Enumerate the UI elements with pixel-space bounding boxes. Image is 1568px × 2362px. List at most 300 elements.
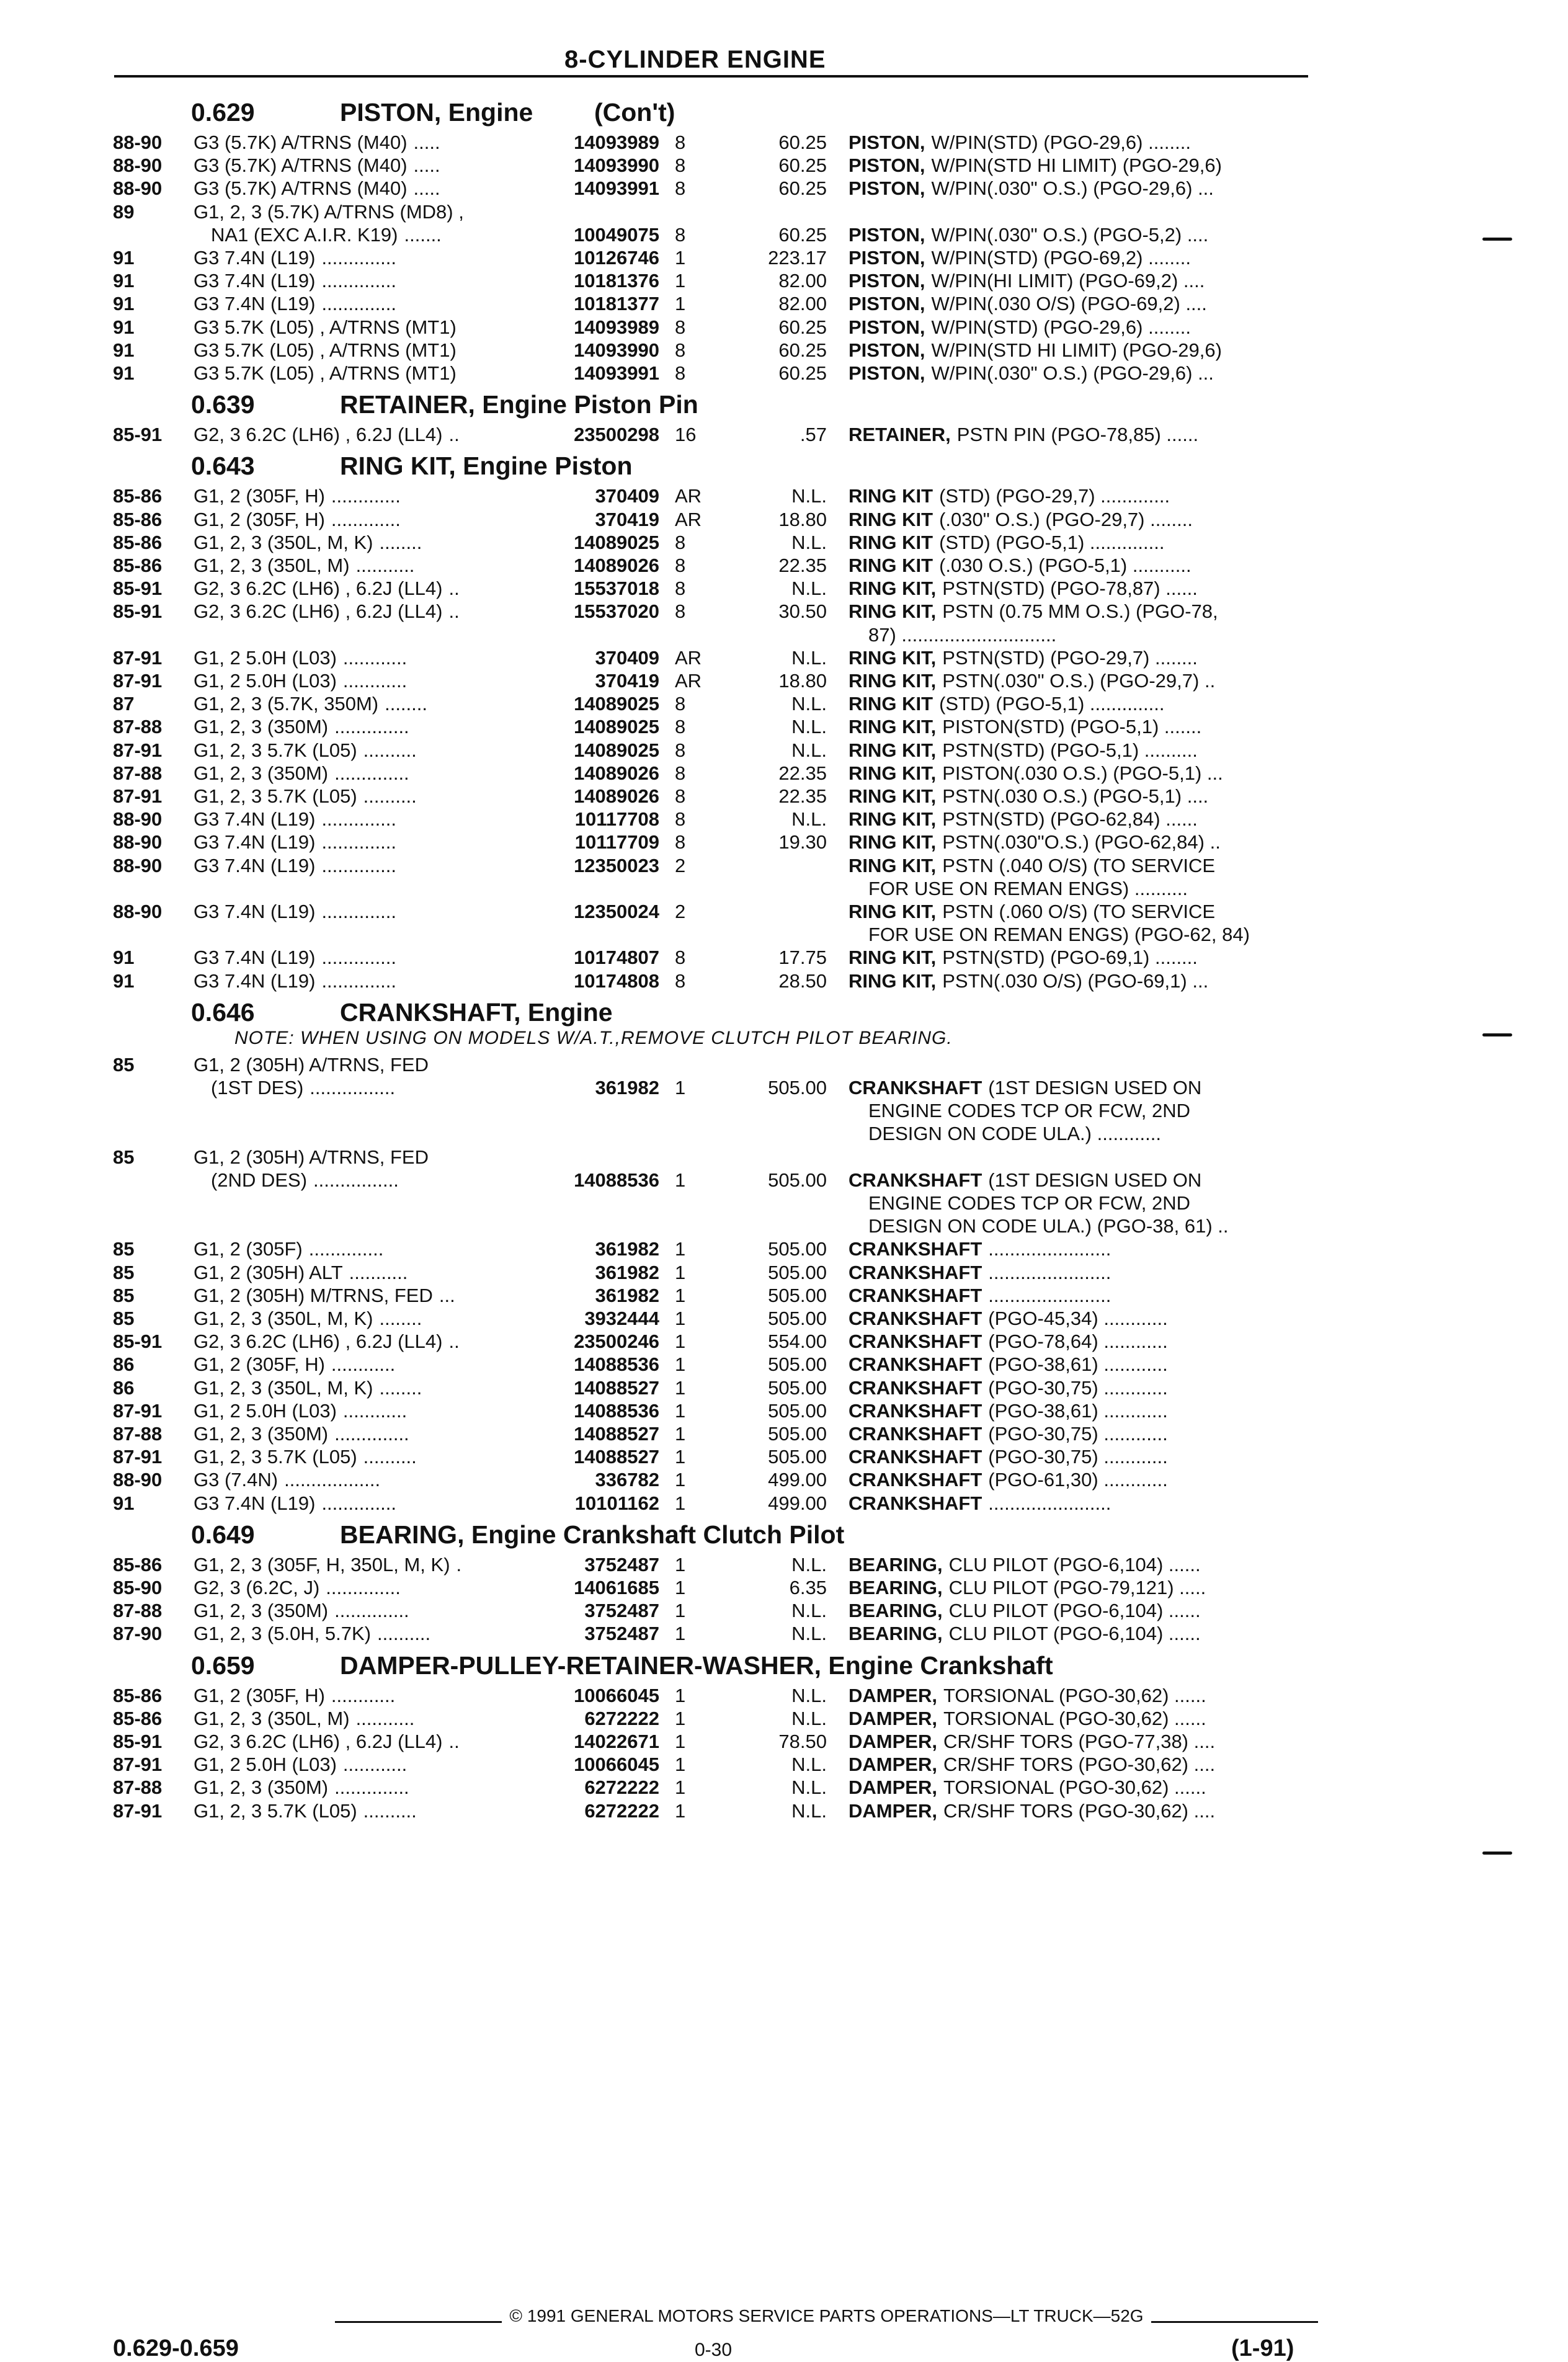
description-name: RING KIT, — [849, 670, 937, 692]
application-text: G1, 2, 3 (350L, M) — [194, 555, 350, 576]
table-row — [0, 785, 1568, 808]
description-name: RING KIT, — [849, 947, 937, 969]
application-text: G3 7.4N (L19) — [194, 947, 316, 969]
table-row — [0, 1285, 1568, 1307]
leader-dots: .............. — [326, 1577, 401, 1598]
description-detail: (STD) (PGO-29,7) ............. — [939, 485, 1170, 507]
description-detail: PISTON(.030 O.S.) (PGO-5,1) ... — [942, 762, 1223, 784]
description-detail: ENGINE CODES TCP OR FCW, 2ND — [868, 1192, 1191, 1214]
price: 505.00 — [768, 1446, 827, 1468]
price: N.L. — [791, 1684, 827, 1706]
description — [849, 647, 1198, 669]
section-title: CRANKSHAFT, Engine — [340, 997, 613, 1027]
quantity: 16 — [675, 424, 697, 446]
table-row — [0, 201, 1568, 223]
application-text: G3 7.4N (L19) — [194, 831, 316, 853]
quantity: 1 — [675, 1423, 686, 1445]
description-name: CRANKSHAFT — [849, 1330, 982, 1353]
description-detail: PSTN(.030" O.S.) (PGO-29,7) .. — [942, 670, 1216, 692]
price: 60.25 — [778, 339, 827, 361]
table-row — [0, 1800, 1568, 1822]
quantity: 8 — [675, 693, 686, 715]
part-number: 14088536 — [574, 1169, 659, 1191]
price: 60.25 — [778, 131, 827, 153]
quantity: 8 — [675, 555, 686, 576]
description-name: RING KIT — [849, 693, 933, 715]
model-years: 87-90 — [113, 1623, 163, 1645]
model-years: 91 — [113, 293, 135, 315]
leader-dots: .. — [448, 600, 460, 623]
description-detail: PSTN (0.75 MM O.S.) (PGO-78, — [942, 600, 1218, 623]
application — [194, 1600, 409, 1622]
model-years: 88-90 — [113, 131, 163, 153]
description-detail: (1ST DESIGN USED ON — [988, 1169, 1202, 1191]
price: N.L. — [791, 646, 827, 669]
quantity: AR — [675, 646, 702, 669]
model-years: 87-91 — [113, 670, 163, 692]
application-text: G3 7.4N (L19) — [194, 1492, 316, 1514]
part-number: 14089026 — [574, 785, 659, 807]
description-detail: W/PIN(STD HI LIMIT) (PGO-29,6) — [931, 154, 1222, 177]
description — [849, 901, 1215, 923]
section-title: PISTON, Engine — [340, 98, 533, 127]
part-number: 10174808 — [574, 969, 659, 992]
table-row — [0, 1054, 1568, 1076]
quantity: 1 — [675, 1446, 686, 1468]
application — [194, 1623, 430, 1645]
model-years: 86 — [113, 1353, 135, 1376]
description-detail: TORSIONAL (PGO-30,62) ...... — [943, 1776, 1206, 1799]
description — [849, 1492, 1111, 1515]
part-number: 10181376 — [574, 270, 659, 292]
application — [194, 1215, 200, 1237]
margin-mark — [1482, 1033, 1512, 1036]
model-years: 85-91 — [113, 424, 163, 446]
application — [194, 855, 396, 877]
table-row — [0, 878, 1568, 900]
model-years: 85-86 — [113, 555, 163, 576]
description-detail: 87) ............................. — [868, 623, 1057, 646]
part-number: 23500246 — [574, 1330, 659, 1353]
description — [849, 1623, 1201, 1645]
description-name: PISTON, — [849, 154, 925, 177]
model-years: 91 — [113, 316, 135, 338]
leader-dots: ........... — [349, 1261, 408, 1283]
quantity: 1 — [675, 1308, 686, 1329]
description — [849, 1262, 1111, 1284]
part-number: 14022671 — [574, 1731, 659, 1752]
model-years: 85-90 — [113, 1577, 163, 1598]
part-number: 370409 — [595, 646, 659, 669]
description-name: RING KIT, — [849, 646, 937, 669]
table-row — [0, 316, 1568, 339]
description — [868, 1192, 1190, 1214]
description-name: PISTON, — [849, 177, 925, 200]
leader-dots: ............ — [342, 1754, 408, 1776]
description-detail: CR/SHF TORS (PGO-30,62) .... — [943, 1754, 1216, 1776]
leader-dots: ....... — [404, 223, 442, 246]
quantity: 1 — [675, 1492, 686, 1514]
application — [194, 1123, 200, 1145]
model-years: 87-88 — [113, 1600, 163, 1622]
table-row — [0, 600, 1568, 623]
part-number: 6272222 — [584, 1776, 659, 1799]
model-years: 87-88 — [113, 762, 163, 784]
table-row — [0, 647, 1568, 669]
description — [849, 509, 1193, 531]
description — [849, 1400, 1168, 1422]
application — [194, 1100, 200, 1122]
application-text: G3 (7.4N) — [194, 1469, 278, 1491]
application — [194, 1146, 435, 1169]
model-years: 85 — [113, 1308, 135, 1329]
leader-dots: .............. — [334, 1776, 409, 1799]
table-row — [0, 270, 1568, 292]
part-number: 12350024 — [574, 901, 659, 922]
section-note: NOTE: WHEN USING ON MODELS W/A.T.,REMOVE CLUTCH PILOT BEARING. — [234, 1027, 953, 1048]
description-name: BEARING, — [849, 1553, 943, 1575]
quantity: 1 — [675, 1707, 686, 1729]
price: N.L. — [791, 1776, 827, 1799]
table-row — [0, 1623, 1568, 1645]
description-detail: TORSIONAL (PGO-30,62) ...... — [943, 1684, 1206, 1706]
model-years: 85 — [113, 1146, 135, 1168]
price: 28.50 — [778, 969, 827, 992]
quantity: 1 — [675, 1353, 686, 1376]
description-detail: CLU PILOT (PGO-79,121) ..... — [948, 1577, 1206, 1598]
model-years: 87-91 — [113, 1446, 163, 1468]
application-text: G3 (5.7K) A/TRNS (M40) — [194, 154, 408, 177]
leader-dots: .............. — [321, 1492, 397, 1514]
description — [849, 1285, 1111, 1307]
model-years: 85-86 — [113, 1553, 163, 1575]
part-number: 14093989 — [574, 316, 659, 338]
quantity: 1 — [675, 1169, 686, 1191]
description-name: CRANKSHAFT — [849, 1261, 982, 1283]
application — [194, 316, 463, 339]
application-text: G3 7.4N (L19) — [194, 808, 316, 831]
model-years: 91 — [113, 270, 135, 292]
application — [194, 1754, 407, 1776]
model-years: 87-91 — [113, 739, 163, 761]
leader-dots: ..... — [413, 154, 440, 177]
quantity: 8 — [675, 785, 686, 807]
leader-dots: .............. — [334, 716, 409, 738]
quantity: 1 — [675, 1284, 686, 1306]
margin-mark — [1482, 238, 1512, 241]
description-name: CRANKSHAFT — [849, 1284, 982, 1306]
description-name: DAMPER, — [849, 1754, 937, 1776]
description — [849, 716, 1201, 738]
application-text: G3 5.7K (L05) , A/TRNS (MT1) — [194, 339, 457, 361]
leader-dots: ........ — [379, 1308, 422, 1329]
leader-dots: .............. — [321, 808, 397, 831]
price: N.L. — [791, 1600, 827, 1622]
part-number: 14088527 — [574, 1446, 659, 1468]
quantity: 8 — [675, 716, 686, 738]
leader-dots: .......... — [363, 1446, 417, 1468]
model-years: 85-86 — [113, 508, 163, 530]
table-row — [0, 509, 1568, 531]
part-number: 12350023 — [574, 854, 659, 876]
table-row — [0, 247, 1568, 269]
table-row — [0, 1330, 1568, 1353]
quantity: 1 — [675, 1376, 686, 1399]
table-row — [0, 555, 1568, 577]
quantity: 8 — [675, 947, 686, 969]
application — [194, 670, 407, 692]
description — [868, 878, 1188, 900]
description-detail: CR/SHF TORS (PGO-77,38) .... — [943, 1731, 1216, 1752]
application-text: G2, 3 6.2C (LH6) , 6.2J (LL4) — [194, 577, 443, 600]
description — [849, 1776, 1206, 1799]
table-row — [0, 924, 1568, 946]
table-row — [0, 1731, 1568, 1753]
leader-dots: .............. — [334, 1423, 409, 1445]
description-name: RING KIT, — [849, 969, 937, 992]
table-row — [0, 1377, 1568, 1399]
description-detail: W/PIN(STD) (PGO-29,6) ........ — [931, 316, 1191, 338]
description-detail: PSTN(.030 O/S) (PGO-69,1) ... — [942, 969, 1209, 992]
description-detail: ....................... — [988, 1261, 1111, 1283]
description-detail: PSTN (.040 O/S) (TO SERVICE — [942, 854, 1216, 876]
quantity: 1 — [675, 1754, 686, 1776]
quantity: 8 — [675, 969, 686, 992]
application — [194, 509, 401, 531]
description — [849, 739, 1198, 762]
price: N.L. — [791, 1553, 827, 1575]
application — [194, 831, 396, 853]
application — [194, 339, 463, 362]
description-detail: PSTN(STD) (PGO-69,1) ........ — [942, 947, 1198, 969]
part-number: 6272222 — [584, 1707, 659, 1729]
application — [194, 270, 396, 292]
section-title: DAMPER-PULLEY-RETAINER-WASHER, Engine Crankshaft — [340, 1651, 1053, 1680]
part-number: 3752487 — [584, 1623, 659, 1645]
quantity: 1 — [675, 1776, 686, 1799]
description-name: RING KIT — [849, 555, 933, 576]
description-detail: W/PIN(.030" O.S.) (PGO-29,6) ... — [931, 362, 1214, 384]
table-row — [0, 1123, 1568, 1145]
quantity: 8 — [675, 739, 686, 761]
quantity: 8 — [675, 316, 686, 338]
table-row — [0, 1308, 1568, 1330]
price: 18.80 — [778, 508, 827, 530]
description — [849, 785, 1208, 808]
application — [194, 785, 417, 808]
description-name: CRANKSHAFT — [849, 1077, 982, 1099]
part-number: 14089026 — [574, 762, 659, 784]
leader-dots: ............. — [331, 508, 401, 530]
model-years: 85-91 — [113, 1330, 163, 1353]
part-number: 23500298 — [574, 424, 659, 446]
price: 554.00 — [768, 1330, 827, 1353]
part-number: 15537020 — [574, 600, 659, 623]
part-number: 14089025 — [574, 693, 659, 715]
table-row — [0, 808, 1568, 831]
description-detail: ....................... — [988, 1238, 1111, 1260]
application — [194, 293, 396, 315]
application — [194, 924, 200, 946]
application-text: G1, 2, 3 (350L, M, K) — [194, 1308, 373, 1329]
price: 82.00 — [778, 293, 827, 315]
description-detail: W/PIN(HI LIMIT) (PGO-69,2) .... — [931, 270, 1205, 292]
application-text: G1, 2 5.0H (L03) — [194, 1754, 337, 1776]
model-years: 87-91 — [113, 1399, 163, 1422]
section-suffix: (Con't) — [594, 98, 675, 127]
leader-dots: .............. — [334, 1600, 409, 1622]
part-number: 15537018 — [574, 577, 659, 600]
model-years: 87-91 — [113, 1799, 163, 1822]
description — [868, 924, 1250, 946]
part-number: 14088536 — [574, 1353, 659, 1376]
description-name: BEARING, — [849, 1600, 943, 1622]
price: .57 — [800, 424, 827, 446]
price: N.L. — [791, 693, 827, 715]
table-row — [0, 670, 1568, 692]
description — [849, 424, 1198, 446]
model-years: 85-86 — [113, 1684, 163, 1706]
application-text: G1, 2, 3 (350M) — [194, 762, 329, 784]
description — [849, 1308, 1168, 1330]
model-years: 85-86 — [113, 485, 163, 507]
table-row — [0, 831, 1568, 853]
application-text: G1, 2, 3 5.7K (L05) — [194, 1799, 357, 1822]
price: 22.35 — [778, 762, 827, 784]
description — [849, 1708, 1206, 1730]
page-title: 8-CYLINDER ENGINE — [564, 46, 826, 73]
part-number: 14061685 — [574, 1577, 659, 1598]
description-name: RING KIT — [849, 508, 933, 530]
description — [849, 1577, 1206, 1599]
model-years: 85-91 — [113, 600, 163, 623]
footer-page-number: 0-30 — [695, 2340, 733, 2360]
description-detail: CR/SHF TORS (PGO-30,62) .... — [943, 1799, 1216, 1822]
leader-dots: ... — [439, 1284, 455, 1306]
application-text: G3 5.7K (L05) , A/TRNS (MT1) — [194, 316, 457, 338]
application-text: G1, 2, 3 (350L, M, K) — [194, 531, 373, 553]
application — [194, 1554, 461, 1576]
price: 60.25 — [778, 223, 827, 246]
application — [194, 739, 417, 762]
table-row — [0, 1262, 1568, 1284]
application-text: G1, 2, 3 5.7K (L05) — [194, 739, 357, 761]
application-text: G2, 3 6.2C (LH6) , 6.2J (LL4) — [194, 600, 443, 623]
table-row — [0, 1353, 1568, 1376]
description — [849, 247, 1191, 269]
description-name: PISTON, — [849, 223, 925, 246]
application — [194, 1492, 396, 1515]
description — [849, 600, 1218, 623]
application — [194, 424, 460, 446]
section-number: 0.649 — [191, 1520, 255, 1549]
price: N.L. — [791, 1623, 827, 1645]
description-name: RING KIT, — [849, 831, 937, 853]
description — [849, 855, 1215, 877]
description — [849, 1754, 1215, 1776]
leader-dots: .. — [448, 577, 460, 600]
leader-dots: ........ — [379, 531, 422, 553]
part-number: 3932444 — [584, 1308, 659, 1329]
application — [194, 808, 396, 831]
description-detail: (PGO-30,75) ............ — [988, 1423, 1168, 1445]
part-number: 14088536 — [574, 1399, 659, 1422]
application-text: G2, 3 6.2C (LH6) , 6.2J (LL4) — [194, 1731, 443, 1752]
application — [194, 1308, 422, 1330]
description-name: CRANKSHAFT — [849, 1169, 982, 1191]
price: 17.75 — [778, 947, 827, 969]
description-name: PISTON, — [849, 247, 925, 269]
quantity: 1 — [675, 1684, 686, 1706]
price: 60.25 — [778, 154, 827, 177]
description — [849, 808, 1198, 831]
table-row — [0, 1146, 1568, 1169]
description-detail: (.030" O.S.) (PGO-29,7) ........ — [939, 508, 1193, 530]
description — [849, 485, 1170, 507]
description-detail: W/PIN(STD) (PGO-69,2) ........ — [931, 247, 1191, 269]
table-row — [0, 293, 1568, 315]
quantity: 1 — [675, 1261, 686, 1283]
model-years: 88-90 — [113, 831, 163, 853]
price: 505.00 — [768, 1238, 827, 1260]
model-years: 87-91 — [113, 1754, 163, 1776]
quantity: 8 — [675, 177, 686, 200]
section-title: BEARING, Engine Crankshaft Clutch Pilot — [340, 1520, 845, 1549]
table-row — [0, 1400, 1568, 1422]
description-detail: FOR USE ON REMAN ENGS) .......... — [868, 877, 1188, 899]
application-text: G1, 2 (305H) A/TRNS, FED — [194, 1053, 429, 1076]
table-row — [0, 1100, 1568, 1122]
quantity: 2 — [675, 901, 686, 922]
price: N.L. — [791, 1799, 827, 1822]
leader-dots: ............. — [331, 485, 401, 507]
leader-dots: ................ — [310, 1077, 396, 1099]
leader-dots: .. — [448, 1330, 460, 1353]
part-number: 14093989 — [574, 131, 659, 153]
application-text: G1, 2 (305F, H) — [194, 508, 325, 530]
part-number: 10066045 — [574, 1754, 659, 1776]
footer-date: (1-91) — [1231, 2335, 1294, 2361]
application — [194, 647, 407, 669]
leader-dots: ............ — [342, 1399, 408, 1422]
price: 19.30 — [778, 831, 827, 853]
table-row — [0, 1077, 1568, 1099]
section-number: 0.646 — [191, 997, 255, 1027]
description-detail: W/PIN(STD) (PGO-29,6) ........ — [931, 131, 1191, 153]
model-years: 88-90 — [113, 808, 163, 831]
leader-dots: .............. — [321, 947, 397, 969]
application — [194, 624, 200, 646]
description — [849, 670, 1215, 692]
application-text: (2ND DES) — [211, 1169, 308, 1191]
application — [194, 1708, 414, 1730]
description — [849, 1353, 1168, 1376]
price: 223.17 — [768, 247, 827, 269]
description-name: CRANKSHAFT — [849, 1399, 982, 1422]
part-number: 10117709 — [574, 831, 659, 853]
description — [849, 693, 1164, 715]
description-name: RING KIT, — [849, 901, 937, 922]
part-number: 14088527 — [574, 1376, 659, 1399]
application-text: G1, 2, 3 (350M) — [194, 1423, 329, 1445]
description — [849, 1731, 1215, 1753]
table-row — [0, 1685, 1568, 1707]
application-text: G2, 3 (6.2C, J) — [194, 1577, 320, 1598]
table-row — [0, 901, 1568, 923]
application — [194, 201, 470, 223]
table-row — [0, 1554, 1568, 1576]
description — [849, 339, 1222, 362]
